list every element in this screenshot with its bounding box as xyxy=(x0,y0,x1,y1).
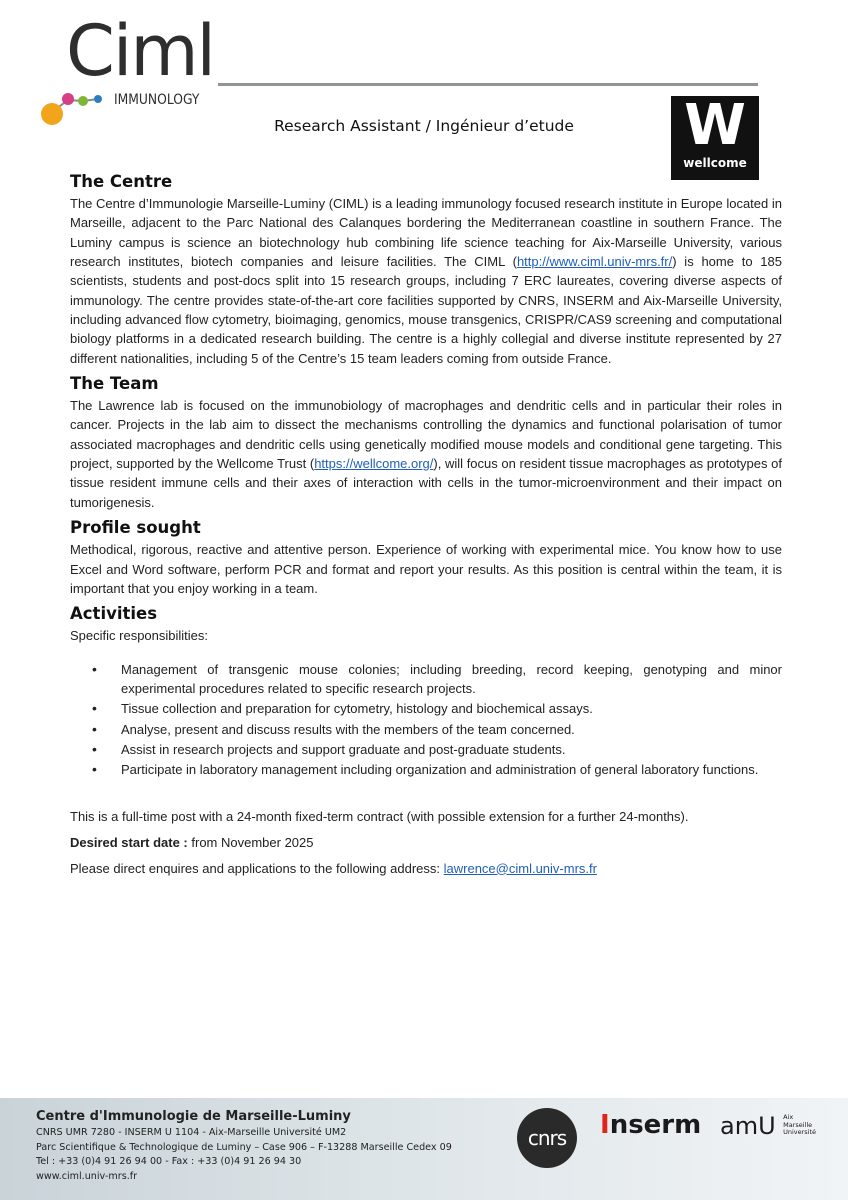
inserm-logo xyxy=(600,1112,701,1138)
activities-intro: Specific responsibilities: xyxy=(70,628,209,644)
footer-postal-address: Parc Scientifique & Technologique de Luminy – Case 906 – F-13288 Marseille Cedex 09 xyxy=(36,1141,452,1153)
responsibilities-list xyxy=(70,660,782,780)
logo-wordmark: Ciml xyxy=(66,10,214,92)
bullet-icon: • xyxy=(92,660,97,677)
list-item-text: Analyse, present and discuss results with the members of the team concerned. xyxy=(121,721,575,737)
application-line xyxy=(70,859,782,878)
list-item-text: Management of transgenic mouse colonies; including breeding, record keeping, genotyping and minor experimental procedures related to specific research projects. xyxy=(121,661,782,696)
list-item xyxy=(70,740,782,759)
centre-paragraph xyxy=(70,194,782,368)
bullet-icon: • xyxy=(92,761,97,778)
start-date-value: from November 2025 xyxy=(187,834,314,850)
list-item-text: Participate in laboratory management including organization and administration of general laboratory functions. xyxy=(121,762,759,778)
bullet-icon: • xyxy=(92,720,97,737)
wellcome-wordmark: wellcome xyxy=(683,156,747,170)
amu-wordmark: amU xyxy=(720,1112,776,1140)
bullet-icon: • xyxy=(92,700,97,717)
section-heading-profile: Profile sought xyxy=(70,518,201,538)
ciml-logo xyxy=(38,10,218,122)
logo-subtitle: IMMUNOLOGY xyxy=(114,92,200,108)
amu-sub-line-1: Aix xyxy=(783,1113,794,1121)
contact-email-link[interactable]: lawrence@ciml.univ-mrs.fr xyxy=(443,860,597,876)
amu-sub-line-2: Marseille xyxy=(783,1120,813,1129)
amu-logo xyxy=(720,1114,816,1139)
section-heading-centre: The Centre xyxy=(70,172,173,191)
list-item xyxy=(70,699,782,718)
list-item xyxy=(70,760,782,779)
inserm-initial: I xyxy=(600,1110,610,1140)
profile-paragraph: Methodical, rigorous, reactive and attentive person. Experience of working with experimental mice. You know how to use Excel and Word software, perform PCR and format and report your results. As this position is central within the team, it is important that you enjoy working in a team. xyxy=(70,542,782,596)
start-date xyxy=(70,833,782,852)
amu-subtitle xyxy=(783,1114,816,1137)
list-item-text: Assist in research projects and support graduate and post-graduate students. xyxy=(121,741,566,757)
header-divider xyxy=(218,83,758,86)
team-paragraph xyxy=(70,396,782,512)
list-item-text: Tissue collection and preparation for cytometry, histology and biochemical assays. xyxy=(121,701,593,717)
section-heading-team: The Team xyxy=(70,374,159,394)
wellcome-letter: W xyxy=(684,93,746,158)
team-text-part-2: ), will focus on resident tissue macrophages as prototypes of tissue resident immune cells and their axes of interaction with cells in the tumor-microenvironment and their impact on tumorigenesis. xyxy=(70,456,782,510)
section-heading-activities: Activities xyxy=(70,604,158,624)
footer-phone-fax: Tel : +33 (0)4 91 26 94 00 - Fax : +33 (0)4 91 26 94 30 xyxy=(36,1156,302,1167)
amu-sub-line-3: Université xyxy=(783,1128,817,1136)
ciml-website-link[interactable]: http://www.ciml.univ-mrs.fr/ xyxy=(516,254,673,270)
page-footer xyxy=(0,1098,848,1200)
footer-affiliations: CNRS UMR 7280 - INSERM U 1104 - Aix-Marseille Université UM2 xyxy=(36,1127,347,1138)
list-item xyxy=(70,720,782,739)
wellcome-website-link[interactable]: https://wellcome.org/ xyxy=(314,456,434,472)
team-text-part-1: The Lawrence lab is focused on the immunobiology of macrophages and dendritic cells and in particular their roles in cancer. Projects in the lab aim to dissect the mechanisms controlling the dynamics and functional polarisation of tumor associated macrophages and dendritic cells using genetically modified mouse models and conditional gene targeting. This project, supported by the Wellcome Trust ( xyxy=(70,398,782,472)
page-title: Research Assistant / Ingénieur d’etude xyxy=(274,117,574,135)
contract-statement: This is a full-time post with a 24-month fixed-term contract (with possible extension for a further 24-months). xyxy=(70,808,689,824)
start-date-label: Desired start date : xyxy=(70,834,188,850)
centre-text-part-2: ) is home to 185 scientists, students and post-docs split into 15 research groups, including 7 ERC laureates, covering diverse aspects of immunology. The centre provides state-of-the-art core facilities supported by CNRS, INSERM and Aix-Marseille University, including advanced flow cytometry, bioimaging, genomics, mouse transgenics, CRISPR/CAS9 screening and computational biology platforms in a dedicated research building. The centre is a highly collegial and diverse institute represented by 27 different nationalities, including 5 of the Centre’s 15 team leaders coming from outside France. xyxy=(70,254,782,366)
bullet-icon: • xyxy=(92,740,97,757)
footer-institute-name: Centre d'Immunologie de Marseille-Luminy xyxy=(36,1109,351,1124)
inserm-rest: nserm xyxy=(609,1110,702,1140)
footer-address xyxy=(36,1108,452,1184)
centre-text-part-1: The Centre d’Immunologie Marseille-Luminy (CIML) is a leading immunology focused research institute in Europe located in Marseille, adjacent to the Parc National des Calanques bordering the Mediterranean coastline in southern France. The Luminy campus is science an biotechnology hub combining life science teaching for Aix-Marseille University, various research institutes, biotech companies and leisure facilities. The CIML ( xyxy=(70,196,782,270)
main-content xyxy=(70,170,782,878)
wellcome-logo xyxy=(671,93,759,180)
application-text: Please direct enquires and applications to the following address: xyxy=(70,860,444,876)
footer-website[interactable]: www.ciml.univ-mrs.fr xyxy=(36,1170,138,1182)
list-item xyxy=(70,660,782,699)
cnrs-logo: cnrs xyxy=(517,1108,577,1168)
